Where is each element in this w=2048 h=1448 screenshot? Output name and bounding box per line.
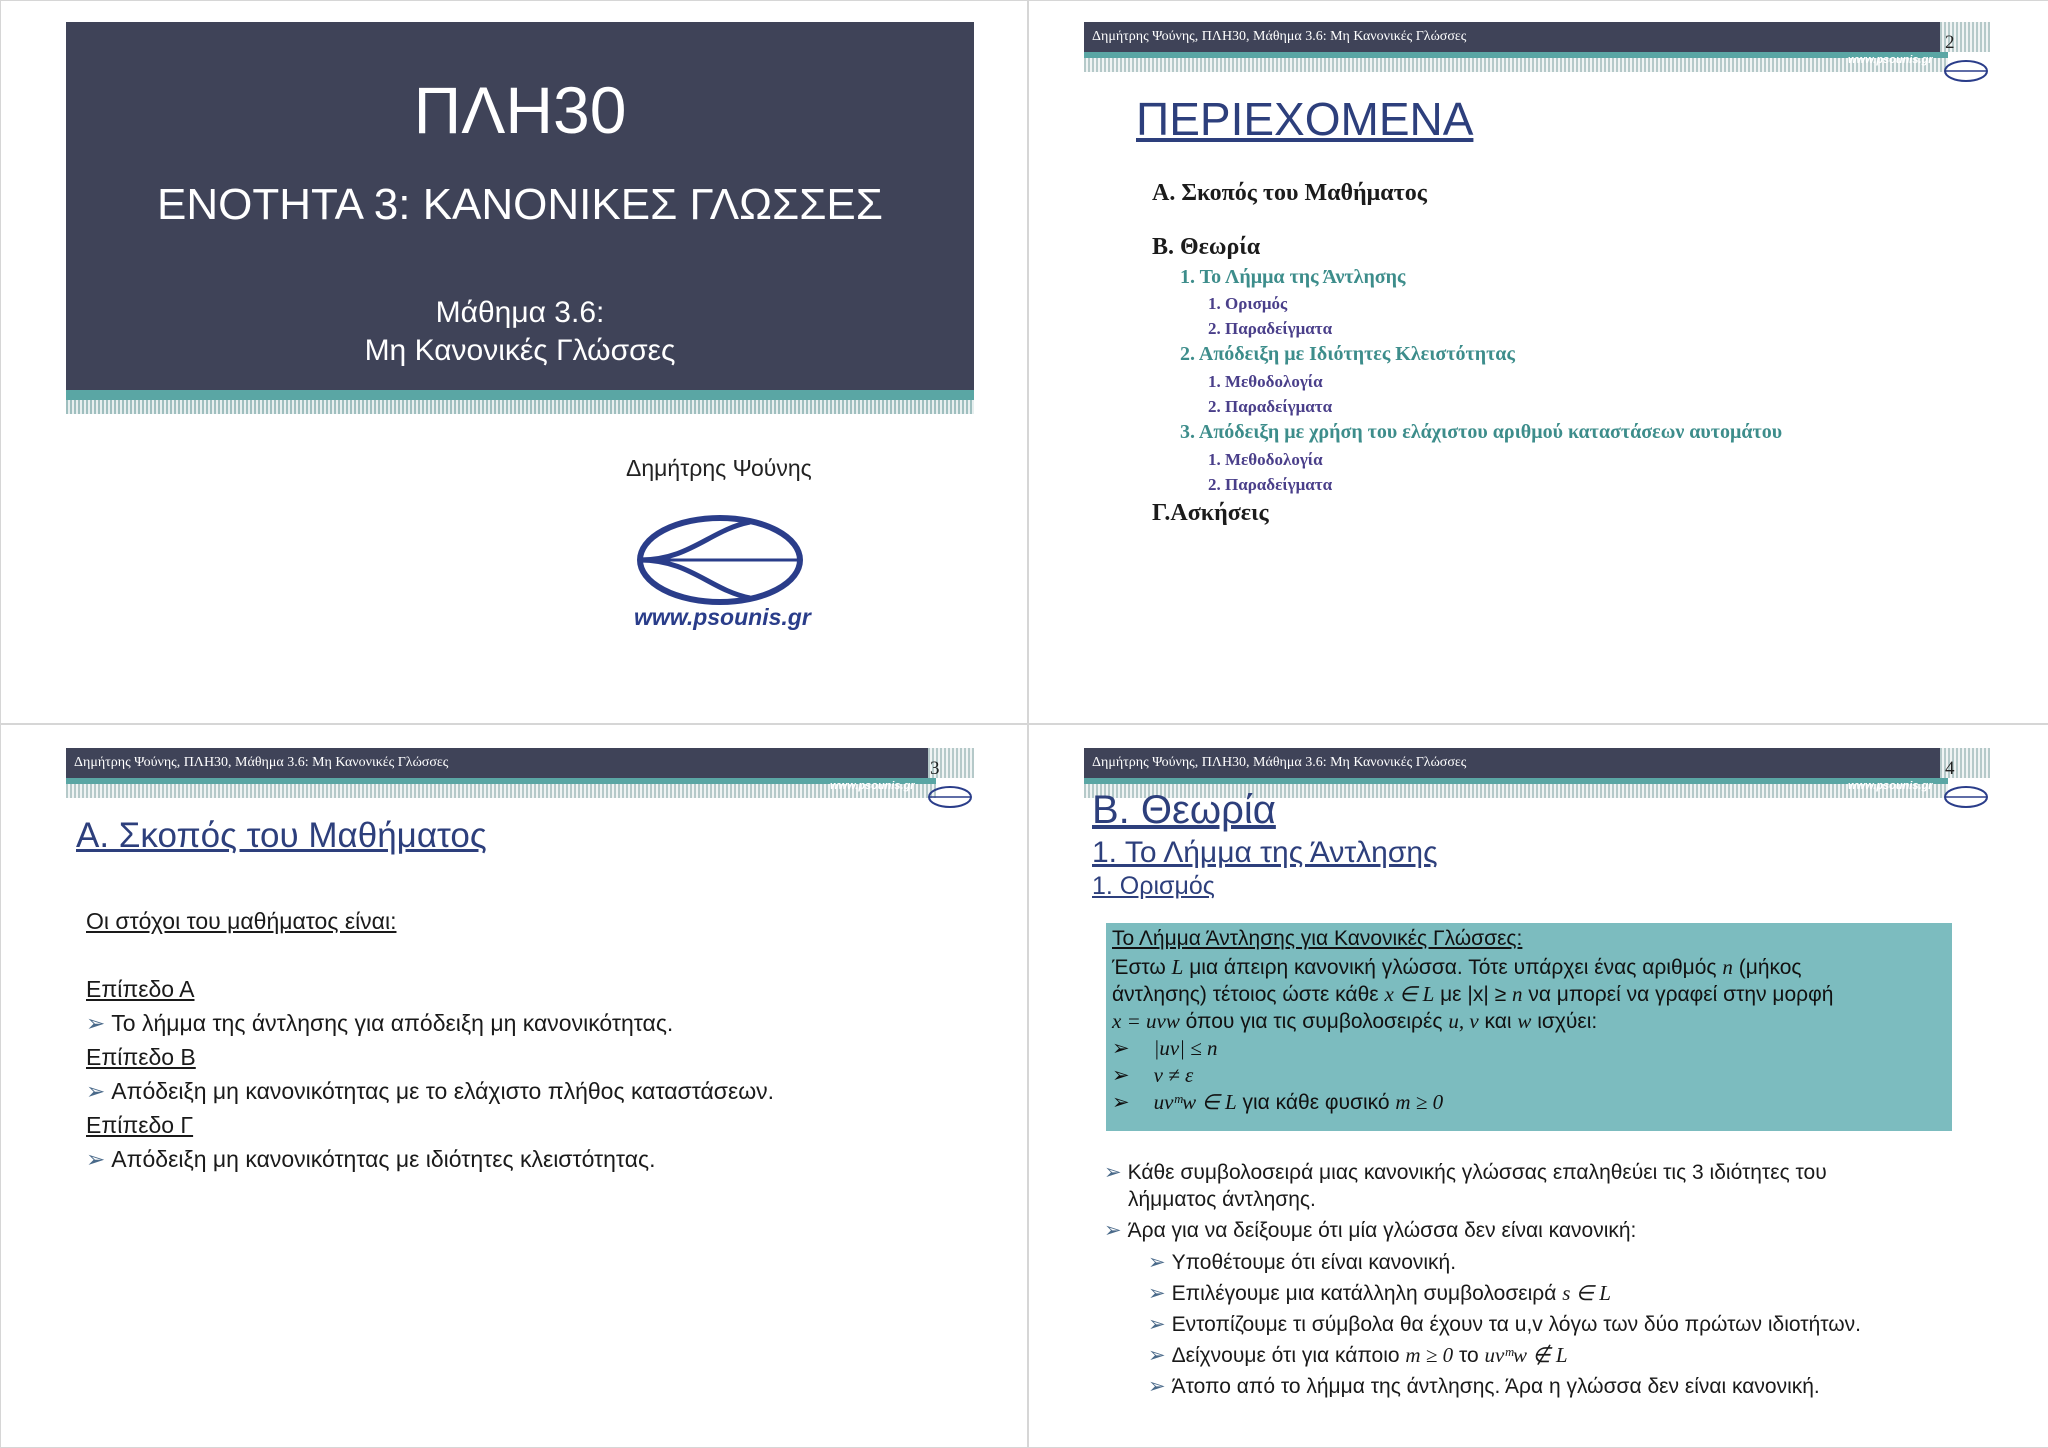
slide-header: Δημήτρης Ψούνης, ΠΛΗ30, Μάθημα 3.6: Μη Κανονικές Γλώσσες (1084, 748, 1948, 778)
goal-b (86, 1078, 774, 1105)
toc-b1-1: 1. Ορισμός (1208, 294, 1288, 313)
page-number: 4 (1945, 758, 1955, 779)
level-a: Επίπεδο Α (86, 976, 195, 1002)
definition-line-2: άντλησης) τέτοιος ώστε κάθε x ∈ L με |x| ≥ n να μπορεί να γραφεί στην μορφή (1112, 982, 1834, 1006)
definition-line-3: x = uvw όπου για τις συμβολοσειρές u, v και w ισχύει: (1112, 1009, 1598, 1033)
point-1: ➢ Κάθε συμβολοσειρά μιας κανονικής γλώσσας επαληθεύει τις 3 ιδιότητες του (1104, 1161, 1827, 1184)
bullet-arrow-icon: ➢ (86, 1146, 106, 1172)
unit-title: ΕΝΟΤΗΤΑ 3: ΚΑΝΟΝΙΚΕΣ ΓΛΩΣΣΕΣ (157, 180, 883, 229)
toc-section-a: Α. Σκοπός του Μαθήματος (1152, 180, 1427, 206)
definition-box (1106, 923, 1952, 1131)
goal-a-text: Το λήμμα της άντλησης για απόδειξη μη κανονικότητας. (111, 1010, 674, 1036)
toc-b1: 1. Το Λήμμα της Άντλησης (1180, 266, 1406, 288)
logo-mini-icon (1942, 784, 1990, 810)
logo-mini-icon (926, 784, 974, 810)
bullet-arrow-icon: ➢ (86, 1078, 106, 1104)
condition-1: ➢ |uv| ≤ n (1112, 1036, 1218, 1060)
lesson-title: Μη Κανονικές Γλώσσες (364, 334, 676, 367)
level-b: Επίπεδο Β (86, 1044, 196, 1070)
toc-b3-1: 1. Μεθοδολογία (1208, 450, 1323, 469)
header-site-tag: www.psounis.gr (1848, 780, 1933, 792)
step-4: ➢ Δείχνουμε ότι για κάποιο m ≥ 0 το uvᵐw ∉ L (1148, 1343, 1568, 1367)
toc-b2: 2. Απόδειξη με Ιδιότητες Κλειστότητας (1180, 343, 1515, 365)
slide-subsubtitle: 1. Ορισμός (1092, 872, 1215, 900)
toc-title: ΠΕΡΙΕΧΟΜΕΝΑ (1136, 93, 1474, 145)
goal-b-text: Απόδειξη μη κανονικότητας με το ελάχιστο πλήθος καταστάσεων. (111, 1078, 775, 1104)
header-site-tag: www.psounis.gr (830, 780, 915, 792)
step-5: ➢ Άτοπο από το λήμμα της άντλησης. Άρα η γλώσσα δεν είναι κανονική. (1148, 1375, 1820, 1398)
goals-intro: Οι στόχοι του μαθήματος είναι: (86, 908, 397, 934)
page-number: 3 (930, 758, 940, 779)
point-1-cont: λήμματος άντλησης. (1128, 1188, 1316, 1211)
bullet-arrow-icon: ➢ (1112, 1064, 1130, 1087)
header-stripe (1084, 58, 1948, 72)
toc-b3-2: 2. Παραδείγματα (1208, 475, 1333, 494)
toc-section-c: Γ.Ασκήσεις (1152, 500, 1269, 526)
slide-title: Α. Σκοπός του Μαθήματος (76, 816, 487, 855)
slide-header: Δημήτρης Ψούνης, ΠΛΗ30, Μάθημα 3.6: Μη Κανονικές Γλώσσες (66, 748, 936, 778)
slide-title: Β. Θεωρία (1092, 788, 1276, 832)
bullet-arrow-icon: ➢ (1104, 1161, 1122, 1184)
definition-title: Το Λήμμα Άντλησης για Κανονικές Γλώσσες: (1112, 927, 1523, 950)
psounis-logo-icon (630, 510, 810, 610)
goal-c-text: Απόδειξη μη κανονικότητας με ιδιότητες κλειστότητας. (111, 1146, 656, 1172)
toc-b2-2: 2. Παραδείγματα (1208, 397, 1333, 416)
lesson-number: Μάθημα 3.6: (435, 296, 605, 329)
logo-url: www.psounis.gr (634, 604, 811, 630)
level-c: Επίπεδο Γ (86, 1112, 194, 1138)
title-stripe (66, 400, 974, 414)
step-2: ➢ Επιλέγουμε μια κατάλληλη συμβολοσειρά s ∈ L (1148, 1281, 1611, 1305)
toc-section-b: Β. Θεωρία (1152, 234, 1261, 260)
step-3: ➢ Εντοπίζουμε τι σύμβολα θα έχουν τα u,v λόγω των δύο πρώτων ιδιοτήτων. (1148, 1313, 1861, 1336)
title-teal-bar (66, 390, 974, 400)
header-stripe (66, 784, 936, 798)
condition-3: ➢ uvᵐw ∈ L για κάθε φυσικό m ≥ 0 (1112, 1090, 1444, 1114)
author-name: Δημήτρης Ψούνης (626, 455, 812, 481)
toc-b3: 3. Απόδειξη με χρήση του ελάχιστου αριθμού καταστάσεων αυτομάτου (1180, 421, 1783, 443)
definition-line-1: Έστω L μια άπειρη κανονική γλώσσα. Τότε υπάρχει ένας αριθμός n (μήκος (1112, 955, 1802, 979)
bullet-arrow-icon: ➢ (1104, 1219, 1122, 1242)
goal-c (86, 1146, 655, 1173)
page-number: 2 (1945, 32, 1955, 53)
point-2: ➢ Άρα για να δείξουμε ότι μία γλώσσα δεν είναι κανονική: (1104, 1219, 1637, 1242)
bullet-arrow-icon: ➢ (1148, 1313, 1166, 1336)
bullet-arrow-icon: ➢ (1148, 1251, 1166, 1274)
bullet-arrow-icon: ➢ (86, 1010, 106, 1036)
toc-b2-1: 1. Μεθοδολογία (1208, 372, 1323, 391)
step-1: ➢ Υποθέτουμε ότι είναι κανονική. (1148, 1251, 1457, 1274)
condition-2: ➢ v ≠ ε (1112, 1063, 1194, 1087)
bullet-arrow-icon: ➢ (1112, 1037, 1130, 1060)
bullet-arrow-icon: ➢ (1148, 1344, 1166, 1367)
bullet-arrow-icon: ➢ (1112, 1091, 1130, 1114)
bullet-arrow-icon: ➢ (1148, 1282, 1166, 1305)
header-site-tag: www.psounis.gr (1848, 54, 1933, 66)
slide-header: Δημήτρης Ψούνης, ΠΛΗ30, Μάθημα 3.6: Μη Κανονικές Γλώσσες (1084, 22, 1948, 52)
course-title: ΠΛΗ30 (413, 73, 627, 147)
goal-a (86, 1010, 673, 1037)
toc-b1-2: 2. Παραδείγματα (1208, 319, 1333, 338)
logo-mini-icon (1942, 58, 1990, 84)
bullet-arrow-icon: ➢ (1148, 1375, 1166, 1398)
slide-subtitle: 1. Το Λήμμα της Άντλησης (1092, 836, 1438, 869)
